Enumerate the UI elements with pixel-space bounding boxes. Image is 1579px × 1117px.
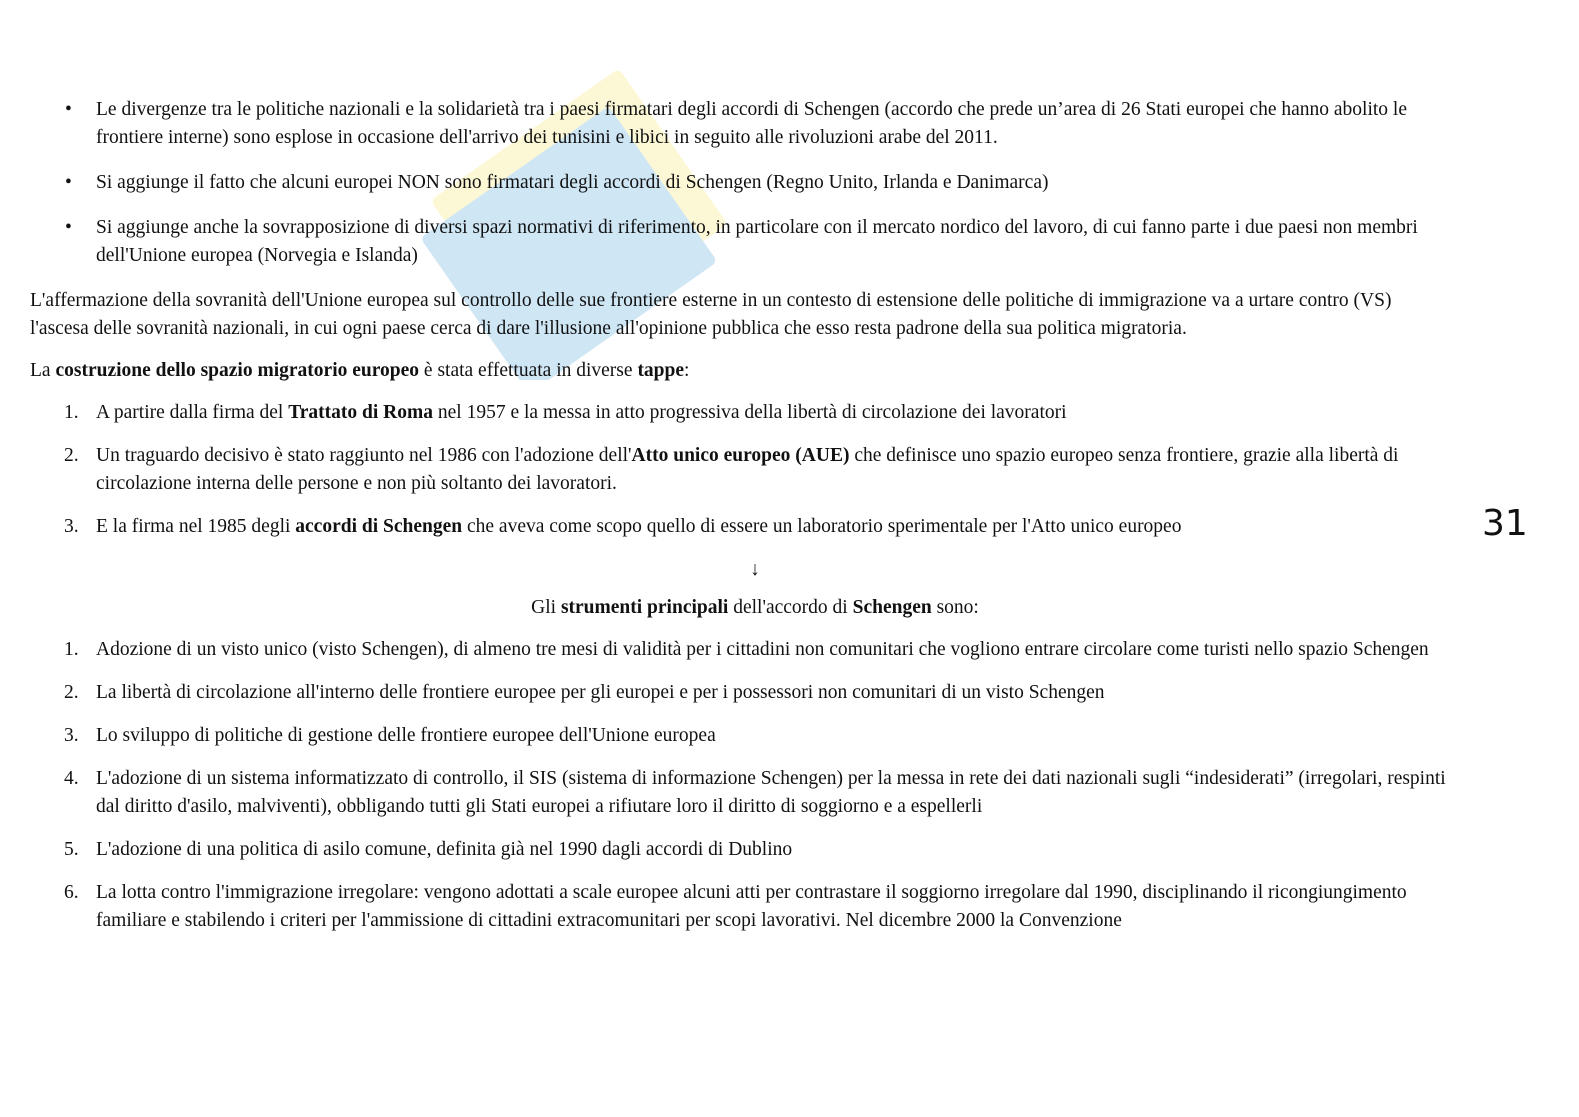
- list-item: [30, 399, 1450, 427]
- list-item: [30, 636, 1450, 664]
- text-run: sono:: [931, 597, 979, 618]
- list-number: 1.: [64, 402, 79, 423]
- list-item: [30, 879, 1450, 935]
- list-item: • Le divergenze tra le politiche nazionali e la solidarietà tra i paesi firmatari degli accordi di Schengen (accordo che prede un’area di 26 Stati europei che hanno abolito le frontiere interne) sono esplose in occasione dell'arrivo dei tunisini e libici in seguito alle rivoluzioni arabe del 2011.: [30, 96, 1450, 152]
- list-item: [30, 836, 1450, 864]
- bold-run: strumenti principali: [560, 597, 729, 618]
- list-item: [30, 679, 1450, 707]
- document-body: [30, 96, 1450, 950]
- text-run: La libertà di circolazione all'interno delle frontiere europee per gli europei e per i possessori non comunitari di un visto Schengen: [96, 682, 1105, 703]
- text-run: L'adozione di una politica di asilo comune, definita già nel 1990 dagli accordi di Dublino: [96, 839, 793, 860]
- list-number: 6.: [64, 882, 79, 903]
- list-number: 5.: [64, 839, 79, 860]
- text-run: A partire dalla firma del: [96, 402, 289, 423]
- text-run: Lo sviluppo di politiche di gestione delle frontiere europee dell'Unione europea: [96, 725, 716, 746]
- text-run: La lotta contro l'immigrazione irregolare: vengono adottati a scale europee alcuni atti per contrastare il soggiorno irregolare dal 1990, disciplinando il ricongiungimento familiare e stabilendo i criteri per l'ammissione di cittadini extracomunitari per scopi lavorativi. Nel dicembre 2000 la Convenzione: [96, 882, 1407, 931]
- list-item: • Si aggiunge il fatto che alcuni europei NON sono firmatari degli accordi di Schengen (Regno Unito, Irlanda e Danimarca): [30, 169, 1450, 197]
- list-item: • Si aggiunge anche la sovrapposizione di diversi spazi normativi di riferimento, in particolare con il mercato nordico del lavoro, di cui fanno parte i due paesi non membri dell'Unione europea (Norvegia e Islanda): [30, 214, 1450, 270]
- bullet-list: [30, 96, 1450, 270]
- list-item: [30, 513, 1450, 541]
- text-run: è stata effettuata in diverse: [419, 360, 638, 381]
- bold-run: costruzione dello spazio migratorio europeo: [55, 360, 420, 381]
- page-number: 31: [1482, 503, 1528, 544]
- list-item: [30, 442, 1450, 498]
- text-run: dell'accordo di: [728, 597, 853, 618]
- tappe-list: [30, 399, 1450, 541]
- strumenti-heading: [30, 594, 1450, 622]
- text-run: Gli: [531, 597, 561, 618]
- list-number: 2.: [64, 445, 79, 466]
- text-run: La: [30, 360, 56, 381]
- text-run: che aveva come scopo quello di essere un laboratorio sperimentale per l'Atto unico europeo: [462, 516, 1182, 537]
- arrow-down-icon: ↓: [750, 559, 760, 580]
- list-item: [30, 722, 1450, 750]
- text-run: Adozione di un visto unico (visto Schengen), di almeno tre mesi di validità per i cittadini non comunitari che vogliono entrare circolare come turisti nello spazio Schengen: [96, 639, 1429, 660]
- bold-run: Atto unico europeo (AUE): [631, 445, 850, 466]
- text-run: L'adozione di un sistema informatizzato di controllo, il SIS (sistema di informazione Schengen) per la messa in rete dei dati nazionali sugli “indesiderati” (irregolari, respinti dal diritto d'asilo, malviventi), obbligando tutti gli Stati europei a rifiutare loro il diritto di soggiorno e a espellerli: [96, 768, 1446, 817]
- text-run: nel 1957 e la messa in atto progressiva della libertà di circolazione dei lavoratori: [433, 402, 1067, 423]
- list-number: 1.: [64, 639, 79, 660]
- bold-run: accordi di Schengen: [295, 516, 463, 537]
- text-run: Un traguardo decisivo è stato raggiunto nel 1986 con l'adozione dell': [96, 445, 632, 466]
- list-item: [30, 765, 1450, 821]
- list-number: 4.: [64, 768, 79, 789]
- paragraph-sovranita: L'affermazione della sovranità dell'Unione europea sul controllo delle sue frontiere esterne in un contesto di estensione delle politiche di immigrazione va a urtare contro (VS) l'ascesa delle sovranità nazionali, in cui ogni paese cerca di dare l'illusione all'opinione pubblica che esso resta padrone della sua politica migratoria.: [30, 290, 1392, 339]
- bold-run: tappe: [637, 360, 685, 381]
- bold-run: Trattato di Roma: [288, 402, 434, 423]
- list-number: 3.: [64, 516, 79, 537]
- text-run: :: [684, 360, 690, 381]
- list-number: 2.: [64, 682, 79, 703]
- bold-run: Schengen: [852, 597, 932, 618]
- text-run: che definisce uno spazio europeo senza frontiere, grazie alla libertà di circolazione interna delle persone e non più soltanto dei lavoratori.: [96, 445, 1399, 494]
- list-number: 3.: [64, 725, 79, 746]
- strumenti-list: [30, 636, 1450, 935]
- text-run: E la firma nel 1985 degli: [96, 516, 296, 537]
- intro-costruzione: [30, 357, 1450, 385]
